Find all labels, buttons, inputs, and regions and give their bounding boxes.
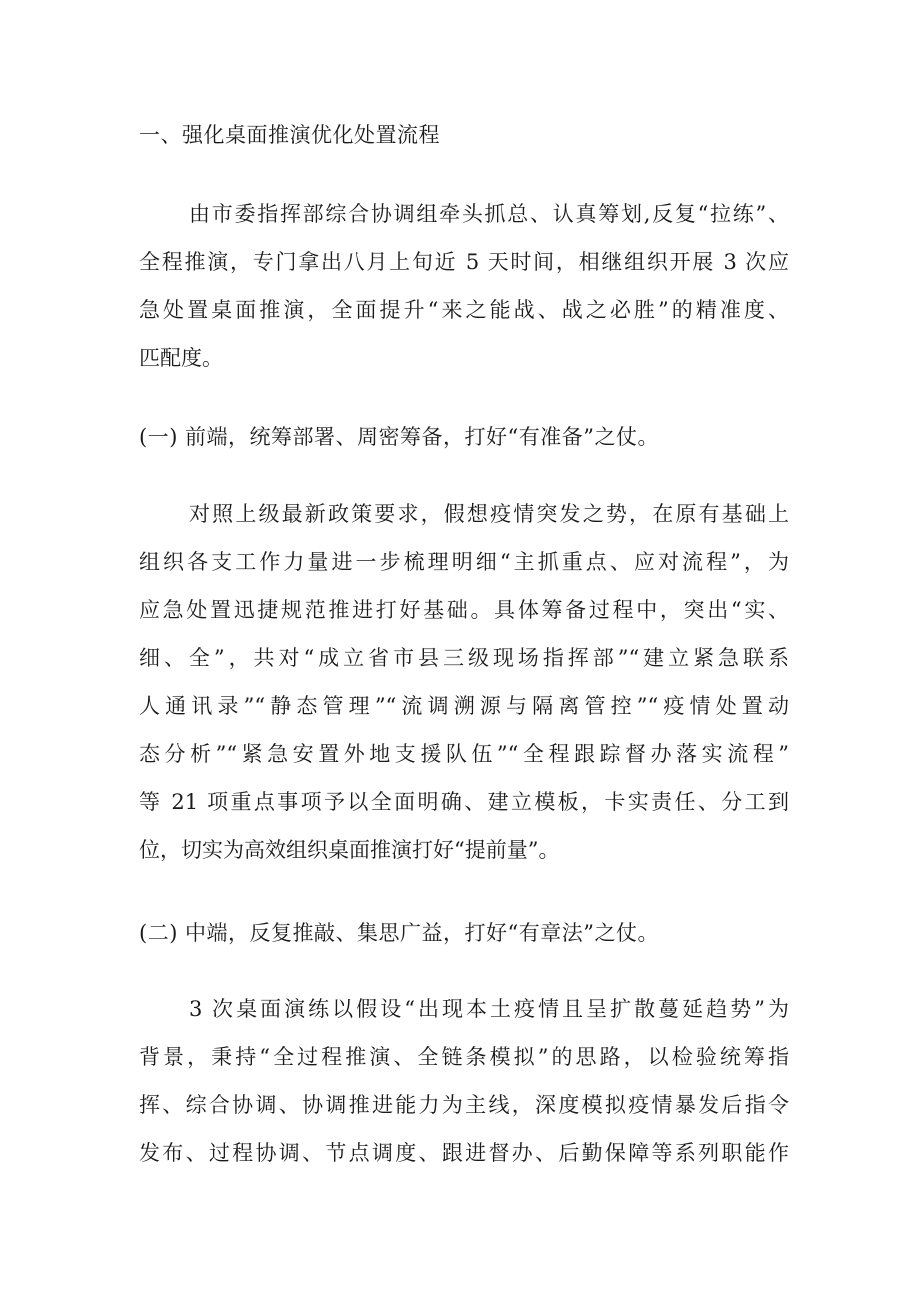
- paragraph-line: 位，切实为高效组织桌面推演打好“提前量”。: [139, 838, 560, 862]
- paragraph-line: 细、全”，共对“成立省市县三级现场指挥部”“建立紧急联系: [139, 646, 789, 670]
- paragraph-line: 3 次桌面演练以假设“出现本土疫情且呈扩散蔓延趋势”为: [189, 997, 789, 1021]
- subsection-1-paragraph: [139, 490, 789, 874]
- paragraph-line: 应急处置迅捷规范推进打好基础。具体筹备过程中，突出“实、: [139, 598, 789, 622]
- paragraph-line: 发布、过程协调、节点调度、跟进督办、后勤保障等系列职能作: [139, 1141, 789, 1165]
- paragraph-line: 挥、综合协调、协调推进能力为主线，深度模拟疫情暴发后指令: [139, 1093, 789, 1117]
- paragraph-line: 全程推演，专门拿出八月上旬近 5 天时间，相继组织开展 3 次应: [139, 250, 789, 274]
- intro-paragraph: [139, 190, 789, 382]
- paragraph-line: 态分析”“紧急安置外地支援队伍”“全程跟踪督办落实流程”: [139, 742, 789, 766]
- subsection-title-2: (二) 中端，反复推敲、集思广益，打好“有章法”之仗。: [139, 921, 660, 945]
- subsection-2-paragraph: [139, 985, 789, 1177]
- paragraph-line: 背景，秉持“全过程推演、全链条模拟”的思路，以检验统筹指: [139, 1045, 789, 1069]
- paragraph-line: 由市委指挥部综合协调组牵头抓总、认真筹划,反复“拉练”、: [189, 202, 789, 226]
- paragraph-line: 等 21 项重点事项予以全面明确、建立模板，卡实责任、分工到: [139, 790, 789, 814]
- paragraph-line: 人通讯录”“静态管理”“流调溯源与隔离管控”“疫情处置动: [139, 694, 789, 718]
- subsection-title-1: (一) 前端，统筹部署、周密筹备，打好“有准备”之仗。: [139, 425, 660, 449]
- paragraph-line: 急处置桌面推演，全面提升“来之能战、战之必胜”的精准度、: [139, 298, 789, 322]
- paragraph-line: 组织各支工作力量进一步梳理明细“主抓重点、应对流程”，为: [139, 550, 789, 574]
- paragraph-line: 对照上级最新政策要求，假想疫情突发之势，在原有基础上: [189, 502, 789, 526]
- paragraph-line: 匹配度。: [139, 346, 223, 370]
- section-title: 一、强化桌面推演优化处置流程: [139, 123, 440, 147]
